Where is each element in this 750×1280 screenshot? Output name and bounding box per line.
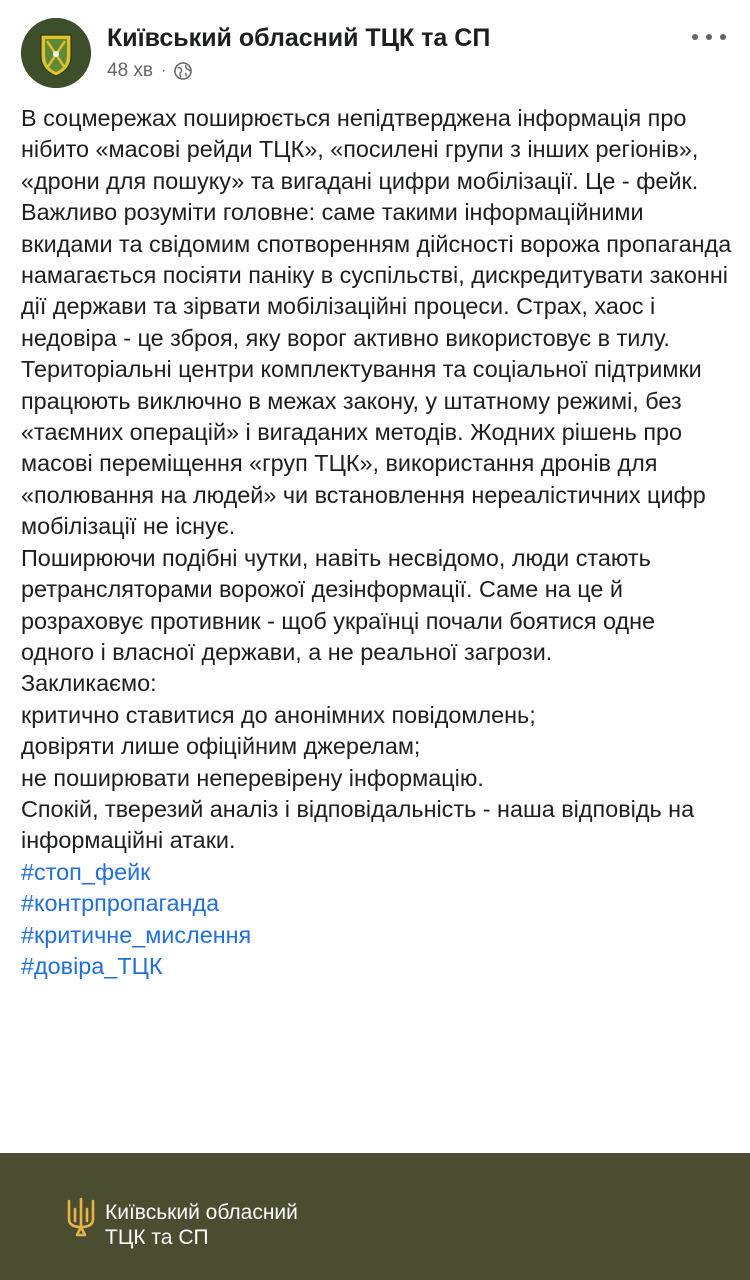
attached-image-banner[interactable] <box>0 1153 750 1280</box>
hashtag-link[interactable]: #критичне_мислення <box>21 921 252 948</box>
post-paragraph: В соцмережах поширюється непідтверджена інформація про нібито «масові рейди ТЦК», «посилені групи з інших регіонів», «дрони для пошуку» та вигадані цифри мобілізації. Це - фейк. <box>21 105 699 194</box>
hashtag-link[interactable]: #довіра_ТЦК <box>21 952 163 979</box>
post-paragraph: Важливо розуміти головне: саме такими інформаційними вкидами та свідомим спотворенням дійсності ворожа пропаганда намагається посіяти паніку в суспільстві, дискредитувати законні дії держави та зірвати мобілізаційні процеси. Страх, хаос і недовіра - це зброя, яку ворог активно використовує в тилу. <box>21 199 732 351</box>
post-paragraph: довіряти лише офіційним джерелам; <box>21 733 421 760</box>
more-options-icon[interactable] <box>692 26 726 48</box>
more-dot <box>692 34 698 40</box>
post-text <box>21 103 733 982</box>
post-paragraph: критично ставитися до анонімних повідомлень; <box>21 701 536 728</box>
post-paragraph: Територіальні центри комплектування та соціальної підтримки працюють виключно в межах закону, у штатному режимі, без «таємних операцій» і вигаданих методів. Жодних рішень про масові переміщення «груп ТЦК», використання дронів для «полювання на людей» чи встановлення нереалістичних цифр мобілізації не існує. <box>21 356 706 540</box>
page-name[interactable]: Київський обласний ТЦК та СП <box>107 24 491 52</box>
post-header <box>0 0 750 95</box>
emblem-icon <box>21 18 91 88</box>
hashtag-link[interactable]: #стоп_фейк <box>21 858 151 885</box>
more-dot <box>706 34 712 40</box>
post-paragraph: Закликаємо: <box>21 670 157 697</box>
globe-icon <box>174 62 192 80</box>
post-meta <box>107 58 192 84</box>
trident-icon <box>66 1197 96 1237</box>
banner-title-line1: Київський обласний <box>105 1201 298 1224</box>
page-avatar[interactable] <box>21 18 91 88</box>
post-time[interactable]: 48 хв <box>107 60 154 81</box>
hashtag-link[interactable]: #контрпропаганда <box>21 890 220 917</box>
post-paragraph: не поширювати неперевірену інформацію. <box>21 764 484 791</box>
post-paragraph: Поширюючи подібні чутки, навіть несвідомо, люди стають ретрансляторами ворожої дезінформації. Саме на це й розраховує противник - щоб українці почали боятися одне одного і власної держави, а не реальної загрози. <box>21 544 656 665</box>
more-dot <box>720 34 726 40</box>
banner-title-line2: ТЦК та СП <box>105 1226 209 1249</box>
meta-separator: · <box>161 62 167 79</box>
post-paragraph: Спокій, тверезий аналіз і відповідальність - наша відповідь на інформаційні атаки. <box>21 795 695 854</box>
